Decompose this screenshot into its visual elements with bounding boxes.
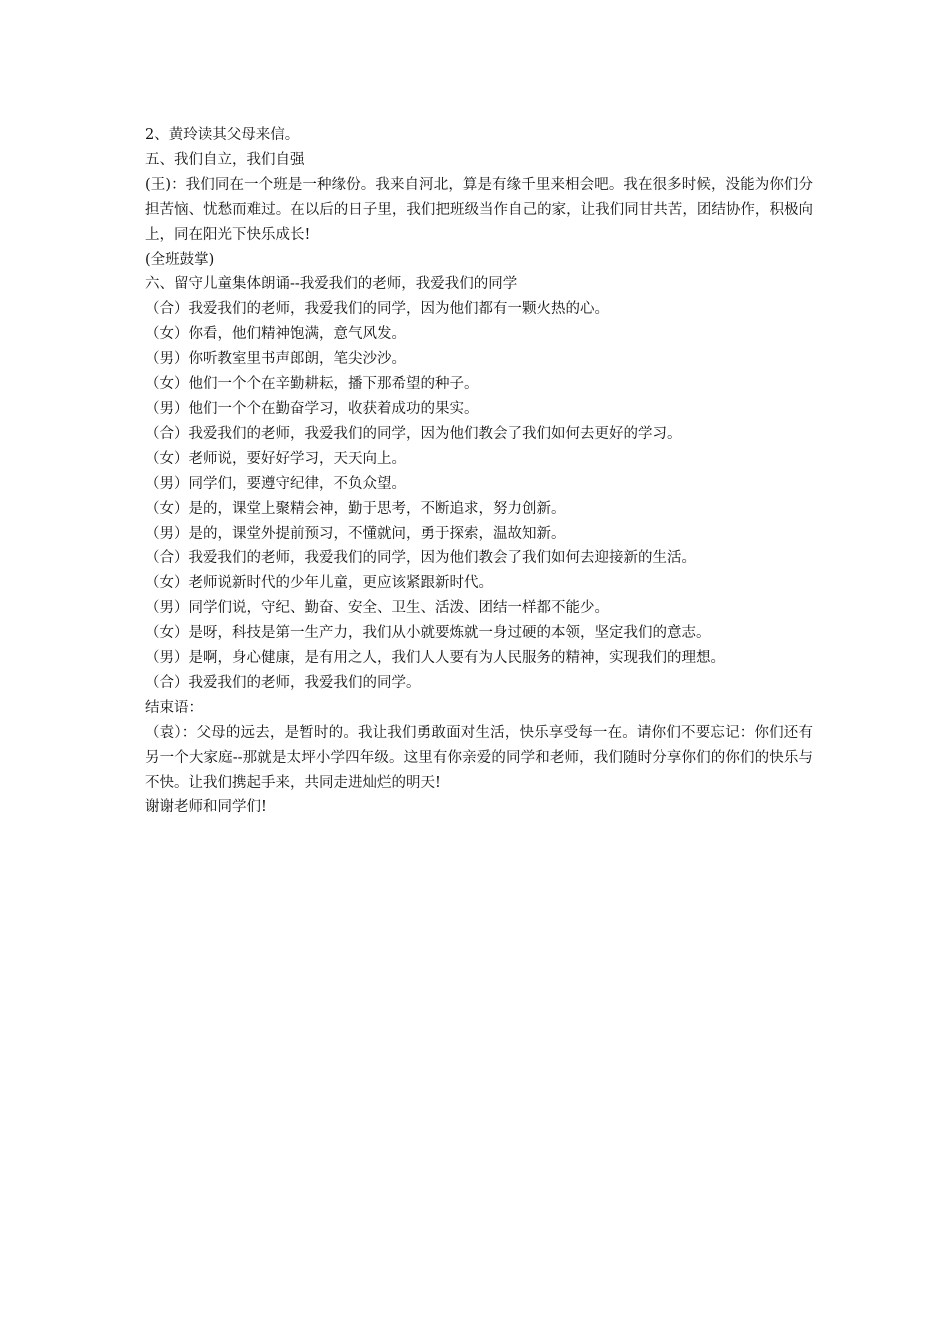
recitation-line: （合）我爱我们的老师，我爱我们的同学，因为他们教会了我们如何去迎接新的生活。 xyxy=(145,550,696,567)
recitation-line: （男）同学们说，守纪、勤奋、安全、卫生、活泼、团结一样都不能少。 xyxy=(145,600,609,617)
recitation-line: （男）是的，课堂外提前预习，不懂就问，勇于探索，温故知新。 xyxy=(145,525,566,542)
closing-paragraph: （袁）：父母的远去，是暂时的。我让我们勇敢面对生活，快乐享受每一在。请你们不要忘记：你们还有另一个大家庭--那就是太坪小学四年级。这里有你亲爱的同学和老师，我们随时分享你们的你们的快乐与不快。让我们携起手来，共同走进灿烂的明天! xyxy=(145,724,813,791)
recitation-line: （合）我爱我们的老师，我爱我们的同学。 xyxy=(145,674,421,691)
recitation-line: （男）同学们，要遵守纪律，不负众望。 xyxy=(145,475,406,492)
recitation-line: （女）他们一个个在辛勤耕耘，播下那希望的种子。 xyxy=(145,376,479,393)
text-line: 2、黄玲读其父母来信。 xyxy=(145,127,300,143)
recitation-line: （女）老师说，要好好学习，天天向上。 xyxy=(145,450,406,467)
stage-direction: (全班鼓掌) xyxy=(145,251,215,268)
recitation-line: （女）是呀，科技是第一生产力，我们从小就要炼就一身过硬的本领，坚定我们的意志。 xyxy=(145,625,711,642)
recitation-line: （女）是的，课堂上聚精会神，勤于思考，不断追求，努力创新。 xyxy=(145,500,566,517)
section-heading: 五、我们自立，我们自强 xyxy=(145,151,305,168)
recitation-line: （合）我爱我们的老师，我爱我们的同学，因为他们教会了我们如何去更好的学习。 xyxy=(145,425,682,442)
recitation-line: （合）我爱我们的老师，我爱我们的同学，因为他们都有一颗火热的心。 xyxy=(145,301,609,318)
document-body xyxy=(145,123,813,820)
closing-heading: 结束语： xyxy=(145,699,203,716)
recitation-line: （男）他们一个个在勤奋学习，收获着成功的果实。 xyxy=(145,400,479,417)
closing-thanks: 谢谢老师和同学们! xyxy=(145,799,267,816)
section-heading: 六、留守儿童集体朗诵--我爱我们的老师，我爱我们的同学 xyxy=(145,276,518,293)
recitation-line: （女）你看，他们精神饱满，意气风发。 xyxy=(145,326,406,343)
recitation-line: （女）老师说新时代的少年儿童，更应该紧跟新时代。 xyxy=(145,575,493,592)
recitation-line: （男）你听教室里书声郎朗，笔尖沙沙。 xyxy=(145,351,406,368)
recitation-line: （男）是啊，身心健康，是有用之人，我们人人要有为人民服务的精神，实现我们的理想。 xyxy=(145,650,725,667)
speech-paragraph: (王)：我们同在一个班是一种缘份。我来自河北，算是有缘千里来相会吧。我在很多时候，没能为你们分担苦恼、忧愁而难过。在以后的日子里，我们把班级当作自己的家，让我们同甘共苦，团结协作，积极向上，同在阳光下快乐成长! xyxy=(145,176,813,243)
